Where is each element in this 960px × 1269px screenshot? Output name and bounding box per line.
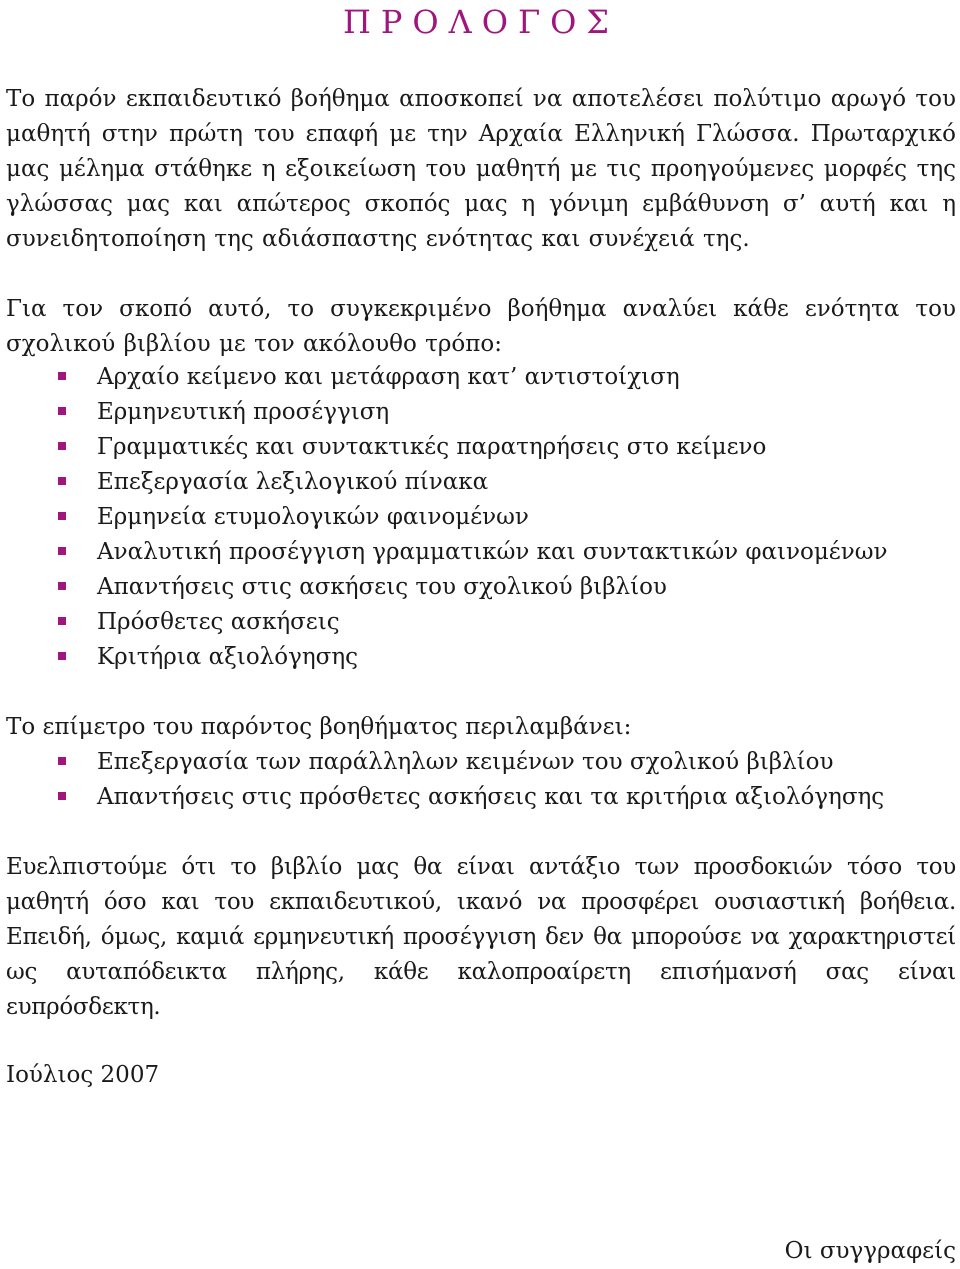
square-bullet-icon xyxy=(58,792,66,800)
list-item: Ερμηνεία ετυμολογικών φαινομένων xyxy=(6,500,956,535)
square-bullet-icon xyxy=(58,477,66,485)
list-item: Επεξεργασία των παράλληλων κειμένων του σχολικού βιβλίου xyxy=(6,745,956,780)
list-item: Απαντήσεις στις πρόσθετες ασκήσεις και τα κριτήρια αξιολόγησης xyxy=(6,780,956,815)
square-bullet-icon xyxy=(58,512,66,520)
square-bullet-icon xyxy=(58,547,66,555)
page-title: ΠΡΟΛΟΓΟΣ xyxy=(342,3,620,41)
list-item: Ερμηνευτική προσέγγιση xyxy=(6,395,956,430)
list-item: Πρόσθετες ασκήσεις xyxy=(6,605,956,640)
list-item: Κριτήρια αξιολόγησης xyxy=(6,640,956,675)
date-line: Ιούλιος 2007 xyxy=(6,1062,160,1088)
square-bullet-icon xyxy=(58,372,66,380)
list-item: Αρχαίο κείμενο και μετάφραση κατ’ αντιστοίχιση xyxy=(6,360,956,395)
square-bullet-icon xyxy=(58,652,66,660)
appendix-list xyxy=(6,745,956,815)
square-bullet-icon xyxy=(58,582,66,590)
closing-paragraph: Ευελπιστούμε ότι το βιβλίο μας θα είναι αντάξιο των προσδοκιών τόσο του μαθητή όσο και του εκπαιδευτικού, ικανό να προσφέρει ουσιαστική βοήθεια. Επειδή, όμως, καμιά ερμηνευτική προσέγγιση δεν θα μπορούσε να χαρακτηριστεί ως αυταπόδεικτα πλήρης, κάθε καλοπροαίρετη επισήμανσή σας είναι ευπρόσδεκτη. xyxy=(6,854,956,1020)
square-bullet-icon xyxy=(58,757,66,765)
list-item: Επεξεργασία λεξιλογικού πίνακα xyxy=(6,465,956,500)
method-list xyxy=(6,360,956,675)
square-bullet-icon xyxy=(58,617,66,625)
list-item: Αναλυτική προσέγγιση γραμματικών και συντακτικών φαινομένων xyxy=(6,535,956,570)
list-item: Απαντήσεις στις ασκήσεις του σχολικού βιβλίου xyxy=(6,570,956,605)
list-item: Γραμματικές και συντακτικές παρατηρήσεις στο κείμενο xyxy=(6,430,956,465)
method-paragraph: Για τον σκοπό αυτό, το συγκεκριμένο βοήθημα αναλύει κάθε ενότητα του σχολικού βιβλίου με τον ακόλουθο τρόπο: xyxy=(6,296,956,357)
intro-paragraph: Το παρόν εκπαιδευτικό βοήθημα αποσκοπεί να αποτελέσει πολύτιμο αρωγό του μαθητή στην πρώτη του επαφή με την Αρχαία Ελληνική Γλώσσα. Πρωταρχικό μας μέλημα στάθηκε η εξοικείωση του μαθητή με τις προηγούμενες μορφές της γλώσσας μας και απώτερος σκοπός μας η γόνιμη εμβάθυνση σ’ αυτή και η συνειδητοποίηση της αδιάσπαστης ενότητας και συνέχειά της. xyxy=(6,86,956,252)
authors-signature: Οι συγγραφείς xyxy=(784,1238,956,1264)
appendix-intro: Το επίμετρο του παρόντος βοηθήματος περιλαμβάνει: xyxy=(6,714,632,740)
square-bullet-icon xyxy=(58,407,66,415)
square-bullet-icon xyxy=(58,442,66,450)
